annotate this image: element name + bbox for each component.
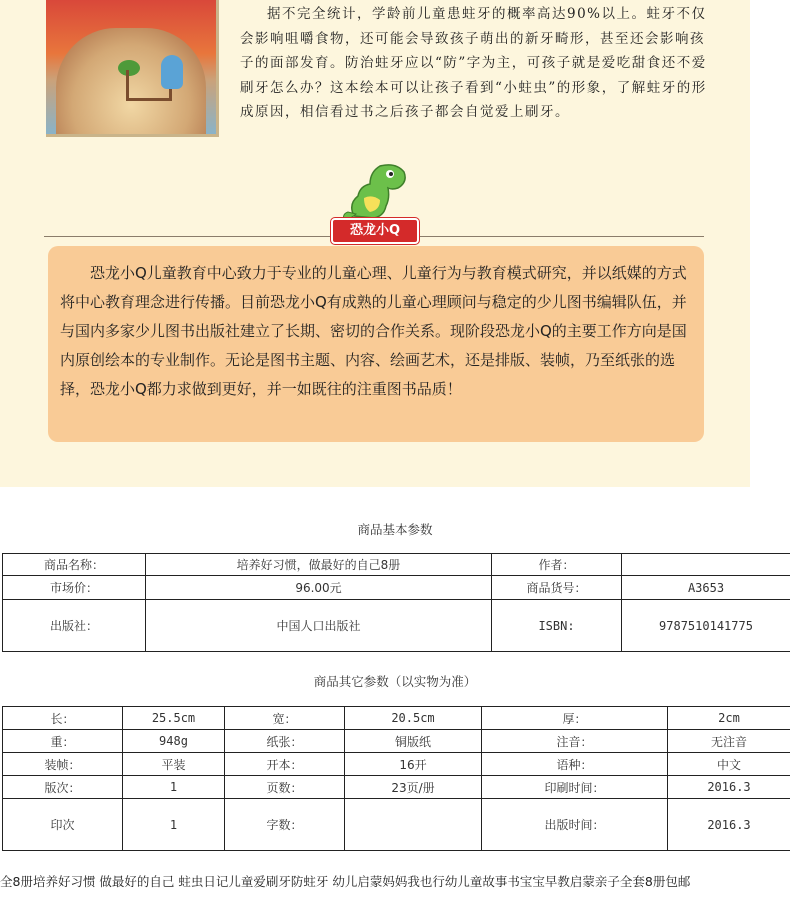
param-label: 市场价： [3,576,146,600]
basic-params-table [2,553,790,652]
param-label: 纸张： [225,730,345,753]
product-title-line: 全8册培养好习惯 做最好的自己 蛀虫日记儿童爱刷牙防蛀牙 幼儿启蒙妈妈我也行幼儿童故事书宝宝早教启蒙亲子全套8册包邮 [0,874,691,889]
param-label: ISBN: [492,600,622,652]
param-value: 平装 [123,753,225,776]
table-row [3,753,790,776]
param-value: 1 [123,799,225,851]
param-label: 字数： [225,799,345,851]
param-label: 印次 [3,799,123,851]
param-value: 培养好习惯，做最好的自己8册 [146,554,492,576]
dinosaur-character-illustration [161,55,183,89]
param-value: 2cm [668,707,790,730]
table-row [3,600,790,652]
param-label: 注音： [482,730,668,753]
param-value: 2016.3 [668,799,790,851]
param-label: 宽： [225,707,345,730]
table-row [3,576,790,600]
param-value: 25.5cm [123,707,225,730]
param-value: 2016.3 [668,776,790,799]
param-value: 948g [123,730,225,753]
param-value: 16开 [345,753,482,776]
param-value: 无注音 [668,730,790,753]
param-value: 23页/册 [345,776,482,799]
param-label: 商品货号： [492,576,622,600]
book-intro-text: 据不完全统计，学龄前儿童患蛀牙的概率高达90%以上。蛀牙不仅会影响咀嚼食物，还可能会导致孩子萌出的新牙畸形，甚至还会影响孩子的面部发育。防治蛀牙应以“防”字为主，可孩子就是爱吃甜食还不爱刷牙怎么办？这本绘本可以让孩子看到“小蛀虫”的形象，了解蛀牙的形成原因，相信看过书之后孩子都会自觉爱上刷牙。 [240,6,707,120]
param-label: 版次： [3,776,123,799]
table-row [3,707,790,730]
table-row [3,776,790,799]
table-row [3,730,790,753]
param-value: 20.5cm [345,707,482,730]
param-value: A3653 [622,576,790,600]
param-value: 铜版纸 [345,730,482,753]
param-label: 出版社： [3,600,146,652]
about-text: 恐龙小Q儿童教育中心致力于专业的儿童心理、儿童行为与教育模式研究，并以纸媒的方式将中心教育理念进行传播。目前恐龙小Q有成熟的儿童心理顾问与稳定的少儿图书编辑队伍，并与国内多家少儿图书出版社建立了长期、密切的合作关系。现阶段恐龙小Q的主要工作方向是国内原创绘本的专业制作。无论是图书主题、内容、绘画艺术，还是排版、装帧，乃至纸张的选择，恐龙小Q都力求做到更好，并一如既往的注重图书品质！ [60,264,687,398]
mascot-label: 恐龙小Q [331,218,419,244]
param-label: 作者： [492,554,622,576]
basic-params-title: 商品基本参数 [357,522,433,537]
param-label: 商品名称： [3,554,146,576]
param-value: 1 [123,776,225,799]
book-cover-image [46,0,219,137]
param-label: 厚： [482,707,668,730]
about-box [48,246,704,442]
param-value: 中国人口出版社 [146,600,492,652]
param-value [345,799,482,851]
param-label: 出版时间： [482,799,668,851]
table-row [3,554,790,576]
param-label: 长： [3,707,123,730]
param-value: 中文 [668,753,790,776]
param-label: 页数： [225,776,345,799]
param-label: 重： [3,730,123,753]
table-row [3,799,790,851]
other-params-title: 商品其它参数（以实物为准） [313,674,477,689]
param-label: 装帧： [3,753,123,776]
other-params-table [2,706,790,851]
param-value: 96.00元 [146,576,492,600]
param-label: 语种： [482,753,668,776]
param-value: 9787510141775 [622,600,790,652]
param-label: 印刷时间： [482,776,668,799]
param-value [622,554,790,576]
param-label: 开本： [225,753,345,776]
